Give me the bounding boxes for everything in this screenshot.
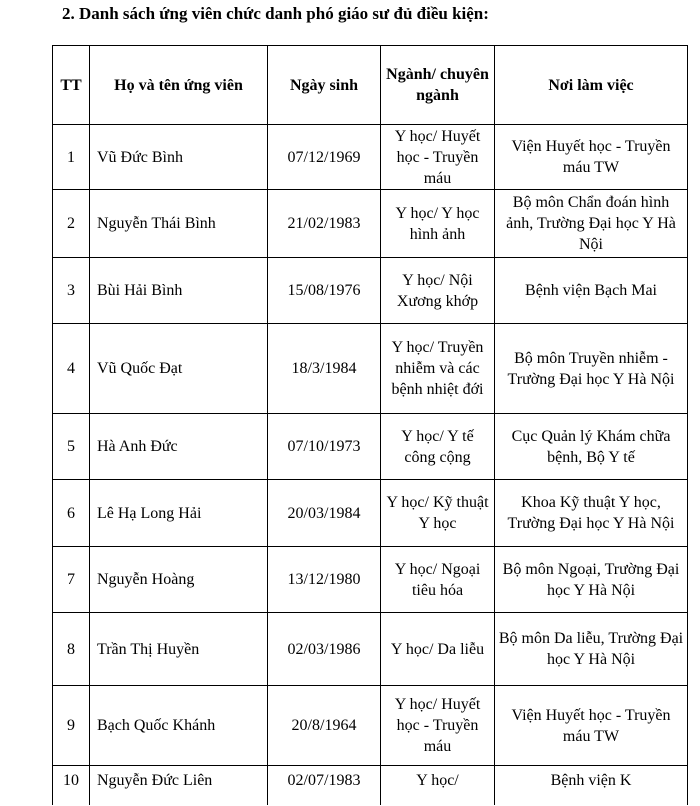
major: Y học/ Huyết học - Truyền máu [381,686,495,766]
table-row [53,324,688,414]
candidate-name: Nguyễn Đức Liên [90,766,268,806]
date-of-birth: 02/03/1986 [268,613,381,686]
workplace: Viện Huyết học - Truyền máu TW [495,686,688,766]
table-row [53,686,688,766]
column-header-dob: Ngày sinh [268,46,381,125]
major: Y học/ Da liễu [381,613,495,686]
date-of-birth: 07/12/1969 [268,125,381,190]
workplace: Cục Quản lý Khám chữa bệnh, Bộ Y tế [495,414,688,480]
row-number: 6 [53,480,90,547]
major: Y học/ Kỹ thuật Y học [381,480,495,547]
major: Y học/ [381,766,495,806]
candidate-name: Hà Anh Đức [90,414,268,480]
table-row [53,258,688,324]
workplace: Bộ môn Da liễu, Trường Đại học Y Hà Nội [495,613,688,686]
major: Y học/ Y học hình ảnh [381,190,495,258]
table-row [53,190,688,258]
candidate-name: Bùi Hải Bình [90,258,268,324]
row-number: 9 [53,686,90,766]
table-row [53,547,688,613]
candidate-table [52,45,688,805]
workplace: Viện Huyết học - Truyền máu TW [495,125,688,190]
table-header-row [53,46,688,125]
table-row [53,480,688,547]
row-number: 4 [53,324,90,414]
table-row [53,613,688,686]
major: Y học/ Ngoại tiêu hóa [381,547,495,613]
date-of-birth: 13/12/1980 [268,547,381,613]
date-of-birth: 07/10/1973 [268,414,381,480]
major: Y học/ Nội Xương khớp [381,258,495,324]
row-number: 2 [53,190,90,258]
major: Y học/ Truyền nhiễm và các bệnh nhiệt đới [381,324,495,414]
table-row [53,414,688,480]
date-of-birth: 02/07/1983 [268,766,381,806]
candidate-name: Trần Thị Huyền [90,613,268,686]
major: Y học/ Huyết học - Truyền máu [381,125,495,190]
section-heading: 2. Danh sách ứng viên chức danh phó giáo sư đủ điều kiện: [62,4,489,23]
candidate-name: Lê Hạ Long Hải [90,480,268,547]
column-header-workplace: Nơi làm việc [495,46,688,125]
row-number: 10 [53,766,90,806]
workplace: Bệnh viện Bạch Mai [495,258,688,324]
workplace: Bộ môn Chẩn đoán hình ảnh, Trường Đại học Y Hà Nội [495,190,688,258]
workplace: Bệnh viện K [495,766,688,806]
date-of-birth: 21/02/1983 [268,190,381,258]
row-number: 7 [53,547,90,613]
candidate-name: Vũ Quốc Đạt [90,324,268,414]
column-header-name: Họ và tên ứng viên [90,46,268,125]
candidate-name: Vũ Đức Bình [90,125,268,190]
workplace: Bộ môn Truyền nhiễm - Trường Đại học Y Hà Nội [495,324,688,414]
column-header-tt: TT [53,46,90,125]
table-row [53,125,688,190]
row-number: 3 [53,258,90,324]
major: Y học/ Y tế công cộng [381,414,495,480]
table-row [53,766,688,806]
row-number: 8 [53,613,90,686]
date-of-birth: 20/03/1984 [268,480,381,547]
column-header-major: Ngành/ chuyên ngành [381,46,495,125]
row-number: 1 [53,125,90,190]
candidate-name: Nguyễn Hoàng [90,547,268,613]
workplace: Khoa Kỹ thuật Y học, Trường Đại học Y Hà Nội [495,480,688,547]
date-of-birth: 15/08/1976 [268,258,381,324]
date-of-birth: 20/8/1964 [268,686,381,766]
date-of-birth: 18/3/1984 [268,324,381,414]
candidate-name: Nguyễn Thái Bình [90,190,268,258]
workplace: Bộ môn Ngoại, Trường Đại học Y Hà Nội [495,547,688,613]
candidate-name: Bạch Quốc Khánh [90,686,268,766]
row-number: 5 [53,414,90,480]
